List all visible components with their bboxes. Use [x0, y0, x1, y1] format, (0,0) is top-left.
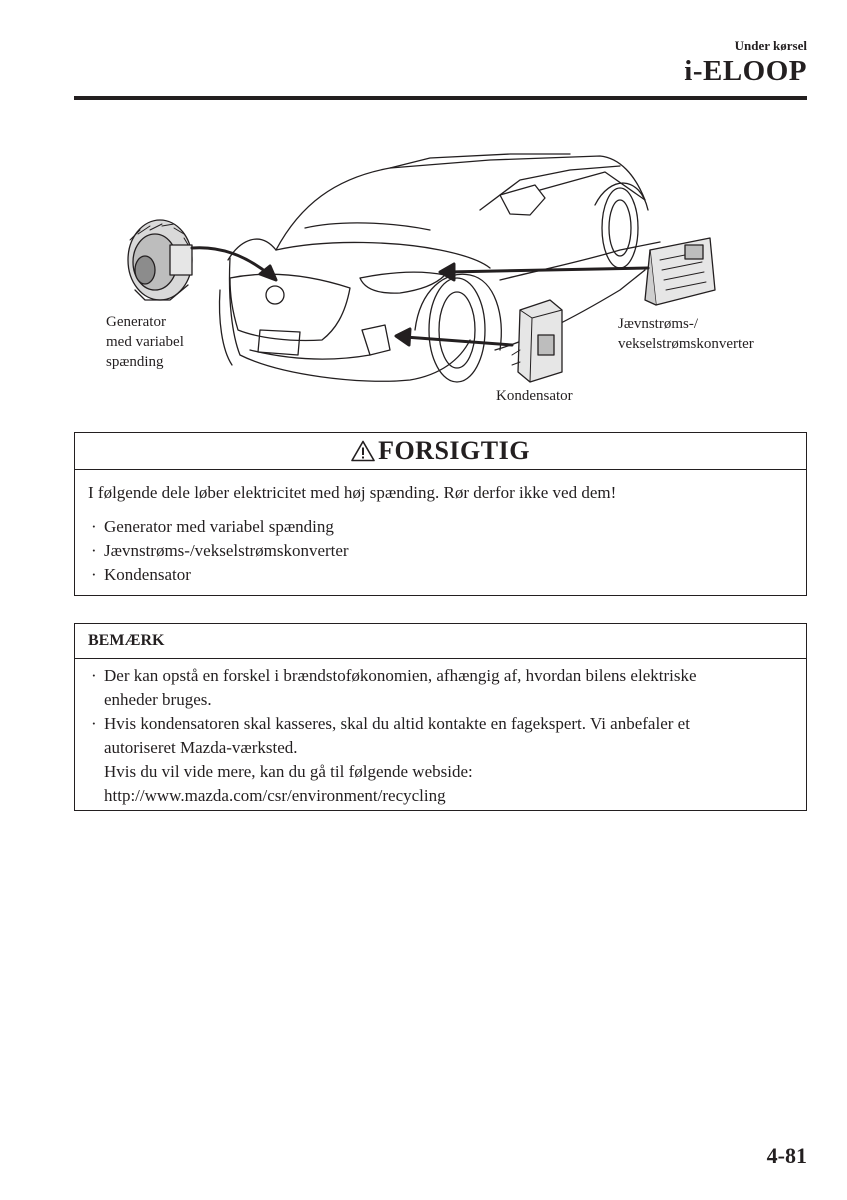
callout-capacitor-line1: Kondensator	[496, 388, 573, 404]
dc-dc-converter-icon	[645, 238, 715, 305]
callout-generator-line1: Generator	[106, 314, 166, 330]
recycling-url[interactable]: http://www.mazda.com/csr/environment/recycling	[104, 786, 446, 805]
note-item2-line2: autoriseret Mazda-værksted.	[104, 738, 298, 757]
note-item2-line3: Hvis du vil vide mere, kan du gå til følgende webside:	[104, 762, 473, 781]
note-list	[88, 664, 792, 808]
callout-generator	[106, 312, 184, 372]
note-box	[74, 623, 807, 811]
component-location-figure	[100, 150, 800, 415]
list-item	[88, 712, 792, 808]
note-item2-line1: · Hvis kondensatoren skal kasseres, skal du altid kontakte en fagekspert. Vi anbefaler et	[104, 714, 690, 733]
callout-converter	[618, 314, 754, 354]
callout-converter-line2: vekselstrømskonverter	[618, 336, 754, 352]
chapter-title: i-ELOOP	[684, 55, 807, 87]
list-item: · Generator med variabel spænding	[88, 515, 349, 539]
header-rule	[74, 96, 807, 100]
callout-capacitor	[496, 386, 573, 406]
note-item1-line1: · Der kan opstå en forskel i brændstoføkonomien, afhængig af, hvordan bilens elektriske	[104, 666, 697, 685]
note-item1-line2: enheder bruges.	[104, 690, 212, 709]
caution-lead: I følgende dele løber elektricitet med høj spænding. Rør derfor ikke ved dem!	[88, 483, 617, 502]
section-label: Under kørsel	[734, 38, 807, 53]
list-item	[88, 664, 792, 712]
callout-generator-line2: med variabel	[106, 334, 184, 350]
page-number: 4-81	[766, 1143, 807, 1168]
list-item: · Jævnstrøms-/vekselstrømskonverter	[88, 539, 349, 563]
list-item: · Kondensator	[88, 563, 349, 587]
alternator-icon	[128, 220, 192, 300]
caution-box	[74, 432, 807, 596]
caution-list	[88, 515, 349, 587]
callout-generator-line3: spænding	[106, 354, 164, 370]
caution-title: FORSIGTIG	[378, 436, 530, 465]
callout-converter-line1: Jævnstrøms-/	[618, 316, 699, 332]
note-title: BEMÆRK	[75, 624, 806, 659]
caution-header	[75, 433, 806, 470]
capacitor-icon	[512, 300, 562, 382]
warning-triangle-icon	[351, 440, 375, 462]
